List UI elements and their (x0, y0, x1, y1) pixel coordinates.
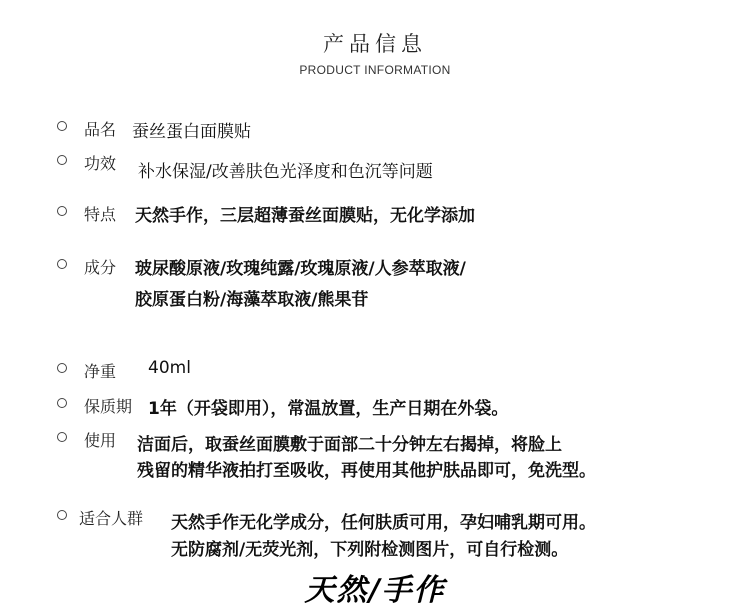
label-ingredients: 成分 (84, 258, 117, 277)
value-ingredients-line1: 玻尿酸原液/玫瑰纯露/玫瑰原液/人参萃取液/ (135, 259, 466, 279)
bullet-circle-icon (57, 259, 67, 269)
label-suitable-for: 适合人群 (79, 509, 144, 528)
bullet-circle-icon (57, 432, 67, 442)
value-product-name: 蚕丝蛋白面膜贴 (132, 122, 251, 142)
bullet-circle-icon (57, 363, 67, 373)
bullet-circle-icon (57, 398, 67, 408)
value-usage-line1: 洁面后，取蚕丝面膜敷于面部二十分钟左右揭掉，将脸上 (137, 435, 562, 455)
bullet-circle-icon (57, 121, 67, 131)
value-features: 天然手作，三层超薄蚕丝面膜贴，无化学添加 (135, 206, 475, 226)
bullet-circle-icon (57, 206, 67, 216)
value-ingredients-line2: 胶原蛋白粉/海藻萃取液/熊果苷 (135, 290, 369, 310)
value-efficacy: 补水保湿/改善肤色光泽度和色沉等问题 (138, 162, 433, 182)
value-suitable-line2: 无防腐剂/无荧光剂，下列附检测图片，可自行检测。 (171, 540, 569, 560)
label-shelf-life: 保质期 (84, 397, 133, 416)
signature-text: 天然/手作 (304, 573, 446, 608)
label-efficacy: 功效 (84, 154, 117, 173)
bullet-circle-icon (57, 155, 67, 165)
value-usage-line2: 残留的精华液拍打至吸收，再使用其他护肤品即可，免洗型。 (137, 461, 596, 481)
value-net-weight: 40ml (148, 358, 191, 378)
page-title: 产品信息 (323, 32, 427, 56)
label-usage: 使用 (84, 431, 117, 450)
value-suitable-line1: 天然手作无化学成分，任何肤质可用，孕妇哺乳期可用。 (171, 513, 596, 533)
label-net-weight: 净重 (84, 362, 117, 381)
value-shelf-life: 1年（开袋即用），常温放置，生产日期在外袋。 (148, 399, 509, 419)
label-product-name: 品名 (84, 120, 117, 139)
bullet-circle-icon (57, 510, 67, 520)
page-subtitle: PRODUCT INFORMATION (299, 63, 451, 77)
label-features: 特点 (84, 205, 117, 224)
